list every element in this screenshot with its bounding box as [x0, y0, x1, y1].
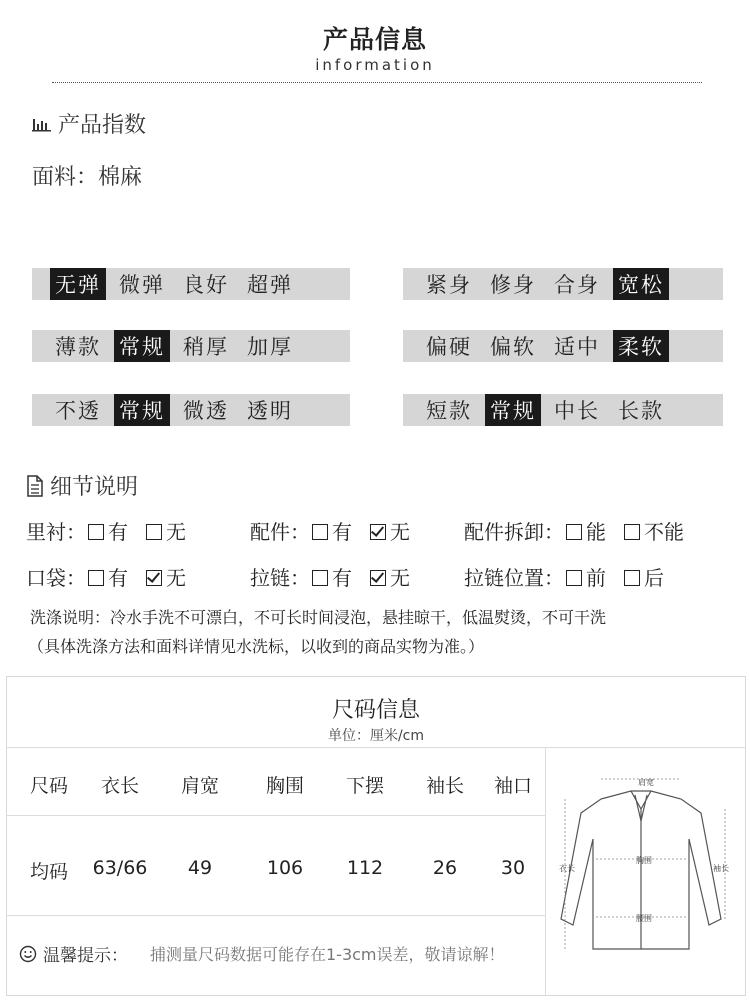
checkbox[interactable] — [88, 570, 104, 586]
index-bar — [403, 394, 723, 426]
header-divider — [52, 82, 702, 83]
divider — [7, 915, 545, 916]
divider — [7, 747, 745, 748]
size-cell: 112 — [346, 857, 384, 879]
size-cell: 26 — [432, 857, 458, 879]
index-option: 薄款 — [55, 335, 101, 359]
size-cell: 63/66 — [92, 857, 148, 879]
size-cell: 30 — [500, 857, 526, 879]
checkbox[interactable] — [88, 524, 104, 540]
tip-label: 温馨提示： — [43, 946, 128, 966]
index-option: 长款 — [618, 399, 664, 423]
size-column-header: 袖长 — [425, 775, 464, 797]
detail-label: 里衬： — [26, 520, 86, 544]
details-title: 细节说明 — [50, 475, 139, 500]
index-option: 短款 — [426, 399, 472, 423]
product-index-title: 产品指数 — [58, 113, 147, 138]
checkbox[interactable] — [312, 570, 328, 586]
size-column-header: 袖口 — [493, 775, 532, 797]
diagram-label-shoulder: 肩宽 — [638, 778, 654, 787]
checkbox-checked[interactable] — [146, 570, 162, 586]
tip-row — [19, 941, 505, 966]
detail-label: 拉链： — [250, 566, 310, 590]
detail-row — [26, 562, 726, 590]
index-option-selected: 常规 — [114, 330, 170, 362]
divider — [7, 815, 545, 816]
checkbox-checked[interactable] — [370, 570, 386, 586]
detail-row — [26, 516, 726, 544]
index-option: 透明 — [247, 399, 293, 423]
index-option: 偏软 — [490, 335, 536, 359]
document-icon — [26, 475, 44, 497]
checkbox[interactable] — [624, 524, 640, 540]
detail-label: 配件拆卸： — [464, 520, 564, 544]
wash-note: （具体洗涤方法和面料详情见水洗标，以收到的商品实物为准。） — [28, 637, 485, 656]
shirt-diagram — [551, 769, 741, 979]
index-option-selected: 宽松 — [613, 268, 669, 300]
checkbox-label: 后 — [644, 566, 664, 590]
checkbox-label: 有 — [332, 520, 352, 544]
checkbox-label: 前 — [586, 566, 606, 590]
checkbox[interactable] — [312, 524, 328, 540]
size-column-header: 衣长 — [100, 775, 139, 797]
diagram-label-chest: 胸围 — [636, 856, 652, 865]
detail-group — [26, 562, 202, 591]
index-option-selected: 常规 — [485, 394, 541, 426]
size-column-header: 尺码 — [29, 775, 68, 797]
index-option: 合身 — [554, 273, 600, 297]
detail-group — [464, 516, 700, 545]
index-option-selected: 常规 — [114, 394, 170, 426]
checkbox-checked[interactable] — [370, 524, 386, 540]
size-cell: 49 — [187, 857, 213, 879]
checkbox-label: 有 — [108, 520, 128, 544]
wash-instructions: 洗涤说明：冷水手洗不可漂白，不可长时间浸泡，悬挂晾干，低温熨烫，不可干洗 — [30, 608, 607, 627]
checkbox-label: 不能 — [644, 520, 684, 544]
bar-chart-icon — [32, 116, 52, 132]
index-option-selected: 柔软 — [613, 330, 669, 362]
size-title: 尺码信息 — [331, 698, 420, 723]
index-option: 偏硬 — [426, 335, 472, 359]
details-heading — [26, 470, 138, 501]
checkbox[interactable] — [146, 524, 162, 540]
index-option: 微弹 — [119, 273, 165, 297]
index-option: 适中 — [554, 335, 600, 359]
checkbox[interactable] — [566, 570, 582, 586]
detail-label: 口袋： — [26, 566, 86, 590]
index-option: 超弹 — [247, 273, 293, 297]
fabric-label: 面料：棉麻 — [32, 165, 143, 190]
checkbox[interactable] — [566, 524, 582, 540]
checkbox-label: 无 — [390, 520, 410, 544]
checkbox-label: 无 — [166, 520, 186, 544]
index-option: 良好 — [183, 273, 229, 297]
detail-group — [250, 516, 426, 545]
index-option: 不透 — [55, 399, 101, 423]
checkbox-label: 无 — [390, 566, 410, 590]
size-unit: 单位：厘米/cm — [327, 728, 425, 744]
size-column-header: 胸围 — [265, 775, 304, 797]
size-info-panel — [6, 676, 746, 996]
checkbox[interactable] — [624, 570, 640, 586]
page-subtitle: information — [315, 56, 435, 74]
index-option: 稍厚 — [183, 335, 229, 359]
size-cell: 106 — [266, 857, 304, 879]
detail-group — [464, 562, 680, 591]
index-bar — [403, 268, 723, 300]
smiley-icon — [19, 945, 37, 963]
checkbox-label: 无 — [166, 566, 186, 590]
detail-label: 配件： — [250, 520, 310, 544]
index-option: 微透 — [183, 399, 229, 423]
product-index-heading — [32, 108, 146, 139]
index-bar — [32, 330, 350, 362]
size-cell: 均码 — [29, 861, 68, 883]
size-column-header: 肩宽 — [180, 775, 219, 797]
index-option-selected: 无弹 — [50, 268, 106, 300]
index-option: 修身 — [490, 273, 536, 297]
index-option: 加厚 — [247, 335, 293, 359]
diagram-label-waist: 腰围 — [636, 914, 652, 923]
size-column-header: 下摆 — [345, 775, 384, 797]
diagram-label-sleeve: 袖长 — [713, 864, 729, 873]
index-bar — [32, 394, 350, 426]
detail-group — [250, 562, 426, 591]
detail-label: 拉链位置： — [464, 566, 564, 590]
checkbox-label: 能 — [586, 520, 606, 544]
index-option: 紧身 — [426, 273, 472, 297]
page-title: 产品信息 — [322, 25, 427, 54]
checkbox-label: 有 — [332, 566, 352, 590]
index-bar — [32, 268, 350, 300]
tip-text: 捕测量尺码数据可能存在1-3cm误差，敬请谅解！ — [150, 945, 505, 964]
index-option: 中长 — [554, 399, 600, 423]
diagram-label-length: 衣长 — [559, 864, 575, 873]
checkbox-label: 有 — [108, 566, 128, 590]
detail-group — [26, 516, 202, 545]
index-bar — [403, 330, 723, 362]
